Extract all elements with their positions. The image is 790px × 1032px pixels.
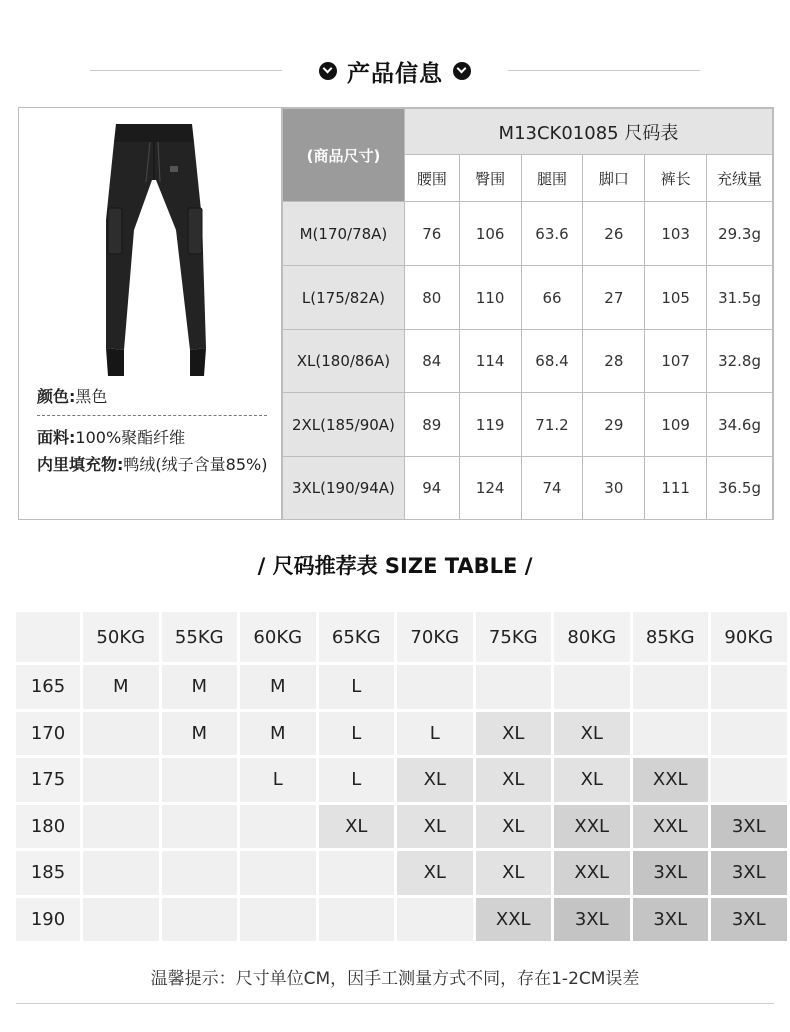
product-fabric: 面料:100%聚酯纤维	[37, 428, 186, 447]
height-header: 170	[16, 712, 80, 756]
table-cell: 68.4	[521, 330, 583, 393]
size-cell	[240, 898, 316, 942]
table-row	[283, 202, 773, 266]
header-line-left	[90, 70, 282, 71]
model-title: M13CK01085 尺码表	[404, 109, 772, 155]
size-cell: XXL	[633, 805, 709, 849]
weight-header: 55KG	[162, 612, 238, 662]
chevron-down-icon	[453, 62, 471, 80]
size-cell: L	[397, 712, 473, 756]
size-cell	[319, 851, 395, 895]
size-cell	[633, 712, 709, 756]
row-size: 3XL(190/94A)	[283, 457, 405, 520]
size-cell: XL	[554, 758, 630, 802]
table-cell: 63.6	[521, 202, 583, 266]
row-size: L(175/82A)	[283, 266, 405, 330]
size-cell: M	[162, 665, 238, 709]
size-cell: L	[240, 758, 316, 802]
size-cell: XL	[476, 758, 552, 802]
size-cell	[83, 851, 159, 895]
size-cell: XXL	[554, 851, 630, 895]
size-cell: M	[240, 665, 316, 709]
chevron-down-icon	[319, 62, 337, 80]
row-size: XL(180/86A)	[283, 330, 405, 393]
size-cell: XL	[476, 851, 552, 895]
size-cell: 3XL	[711, 851, 787, 895]
size-cell: XL	[319, 805, 395, 849]
size-cell: XXL	[554, 805, 630, 849]
table-cell: 124	[459, 457, 521, 520]
table-row	[283, 330, 773, 393]
product-panel	[19, 108, 282, 519]
size-cell	[162, 758, 238, 802]
table-cell: 107	[645, 330, 707, 393]
table-cell: 31.5g	[707, 266, 773, 330]
size-cell	[83, 805, 159, 849]
table-cell: 94	[404, 457, 459, 520]
section-header	[0, 45, 790, 95]
section-title-wrap	[300, 51, 490, 91]
weight-header: 90KG	[711, 612, 787, 662]
column-header: 脚口	[583, 155, 645, 202]
size-cell	[162, 898, 238, 942]
size-cell: 3XL	[633, 898, 709, 942]
size-cell: XL	[397, 805, 473, 849]
row-size: 2XL(185/90A)	[283, 393, 405, 457]
table-cell: 76	[404, 202, 459, 266]
size-cell: L	[319, 665, 395, 709]
table-cell: 105	[645, 266, 707, 330]
weight-header: 80KG	[554, 612, 630, 662]
weight-header: 70KG	[397, 612, 473, 662]
height-header: 185	[16, 851, 80, 895]
table-cell: 29.3g	[707, 202, 773, 266]
size-header: (商品尺寸)	[283, 109, 405, 202]
size-cell: XL	[397, 758, 473, 802]
size-cell	[711, 712, 787, 756]
table-cell: 114	[459, 330, 521, 393]
table-cell: 32.8g	[707, 330, 773, 393]
size-cell: 3XL	[711, 898, 787, 942]
measurement-tip: 温馨提示：尺寸单位CM，因手工测量方式不同，存在1-2CM误差	[150, 969, 640, 989]
column-header: 腿围	[521, 155, 583, 202]
weight-header: 50KG	[83, 612, 159, 662]
table-cell: 84	[404, 330, 459, 393]
table-cell: 36.5g	[707, 457, 773, 520]
column-header: 裤长	[645, 155, 707, 202]
size-cell: L	[319, 712, 395, 756]
size-cell: M	[240, 712, 316, 756]
size-cell: XL	[397, 851, 473, 895]
table-cell: 111	[645, 457, 707, 520]
size-cell	[633, 665, 709, 709]
size-cell	[397, 898, 473, 942]
size-cell: XL	[554, 712, 630, 756]
height-header: 190	[16, 898, 80, 942]
product-info-box	[18, 107, 774, 520]
height-header: 175	[16, 758, 80, 802]
size-table	[282, 108, 773, 520]
product-color: 颜色:黑色	[37, 387, 108, 406]
size-cell	[554, 665, 630, 709]
column-header: 臀围	[459, 155, 521, 202]
weight-header: 75KG	[476, 612, 552, 662]
table-row	[283, 457, 773, 520]
product-filling: 内里填充物:鸭绒(绒子含量85%)	[37, 455, 268, 474]
size-cell	[83, 712, 159, 756]
table-cell: 103	[645, 202, 707, 266]
table-cell: 74	[521, 457, 583, 520]
size-cell	[240, 805, 316, 849]
size-cell: XL	[476, 712, 552, 756]
table-row	[283, 393, 773, 457]
table-cell: 28	[583, 330, 645, 393]
table-cell: 66	[521, 266, 583, 330]
weight-header: 60KG	[240, 612, 316, 662]
size-cell	[319, 898, 395, 942]
size-recommend-title: / 尺码推荐表 SIZE TABLE /	[257, 554, 533, 578]
dashed-divider	[37, 415, 267, 416]
size-cell: 3XL	[633, 851, 709, 895]
column-header: 充绒量	[707, 155, 773, 202]
size-cell: 3XL	[711, 805, 787, 849]
header-line-right	[508, 70, 700, 71]
table-row	[283, 266, 773, 330]
table-cell: 89	[404, 393, 459, 457]
size-cell	[711, 665, 787, 709]
size-cell: 3XL	[554, 898, 630, 942]
size-cell	[397, 665, 473, 709]
table-cell: 27	[583, 266, 645, 330]
height-header: 180	[16, 805, 80, 849]
size-cell	[240, 851, 316, 895]
table-cell: 26	[583, 202, 645, 266]
table-cell: 71.2	[521, 393, 583, 457]
size-cell	[476, 665, 552, 709]
bottom-divider	[16, 1003, 774, 1004]
height-header: 165	[16, 665, 80, 709]
table-cell: 34.6g	[707, 393, 773, 457]
size-cell	[83, 758, 159, 802]
section-title: 产品信息	[347, 60, 443, 87]
size-cell	[83, 898, 159, 942]
weight-header: 85KG	[633, 612, 709, 662]
size-cell	[162, 851, 238, 895]
size-cell	[711, 758, 787, 802]
size-cell: XL	[476, 805, 552, 849]
table-cell: 106	[459, 202, 521, 266]
size-cell: M	[162, 712, 238, 756]
size-cell: XXL	[633, 758, 709, 802]
table-cell: 119	[459, 393, 521, 457]
column-header: 腰围	[404, 155, 459, 202]
product-image	[94, 120, 214, 382]
size-cell: XXL	[476, 898, 552, 942]
table-cell: 110	[459, 266, 521, 330]
size-cell: L	[319, 758, 395, 802]
table-cell: 80	[404, 266, 459, 330]
weight-header: 65KG	[319, 612, 395, 662]
size-cell: M	[83, 665, 159, 709]
table-cell: 29	[583, 393, 645, 457]
table-cell: 30	[583, 457, 645, 520]
row-size: M(170/78A)	[283, 202, 405, 266]
table-cell: 109	[645, 393, 707, 457]
size-cell	[162, 805, 238, 849]
grid-corner-cell	[16, 612, 80, 662]
